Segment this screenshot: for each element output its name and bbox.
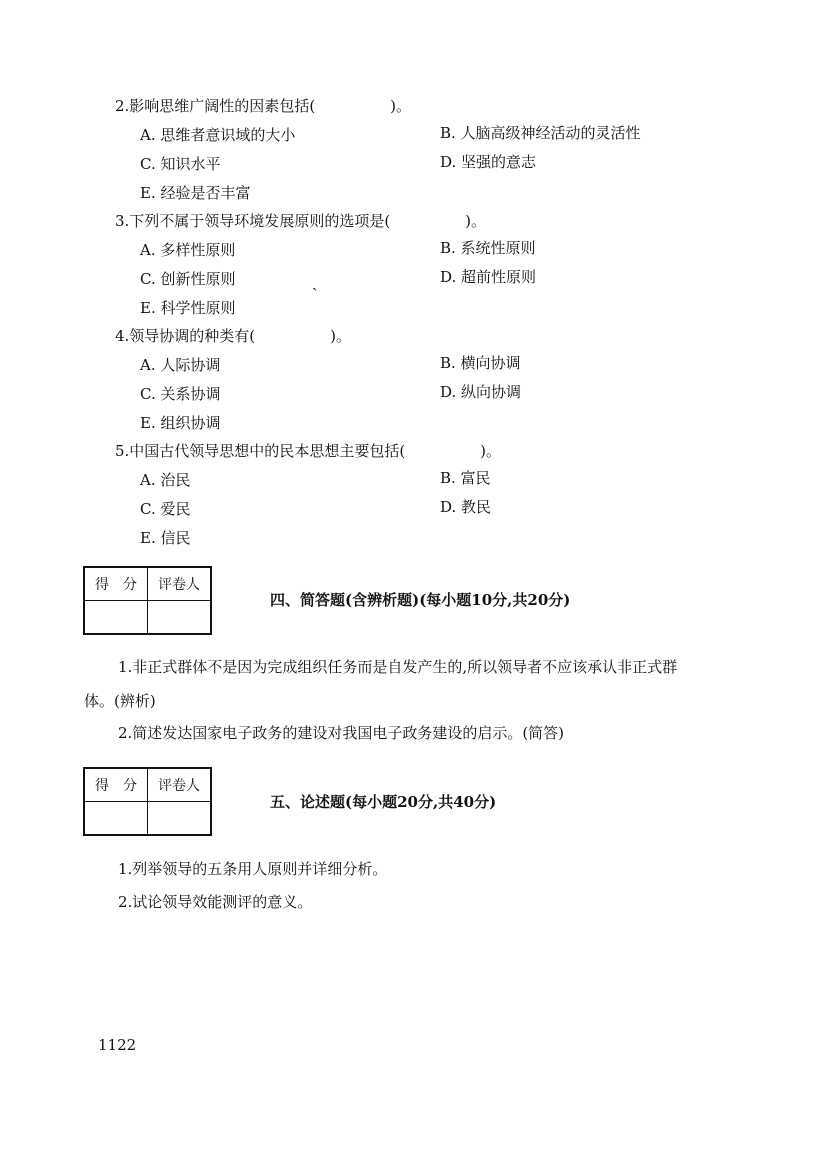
question-5-stem: 5.中国古代领导思想中的民本思想主要包括( )。 bbox=[115, 442, 502, 460]
question-3-option-b: B. 系统性原则 bbox=[440, 239, 536, 257]
question-5-option-c: C. 爱民 bbox=[140, 500, 191, 518]
score-label: 得 分 bbox=[84, 567, 148, 601]
ink-speck-icon: ˏ bbox=[312, 272, 318, 291]
page-number: 1122 bbox=[98, 1036, 137, 1054]
score-cell bbox=[84, 601, 148, 635]
question-4-option-d: D. 纵向协调 bbox=[440, 383, 522, 401]
question-3-option-c: C. 创新性原则 bbox=[140, 270, 236, 288]
question-3-option-e: E. 科学性原则 bbox=[140, 299, 236, 317]
grader-label: 评卷人 bbox=[148, 567, 212, 601]
question-4-option-c: C. 关系协调 bbox=[140, 385, 221, 403]
question-3-stem: 3.下列不属于领导环境发展原则的选项是( )。 bbox=[115, 212, 487, 230]
question-5-option-d: D. 教民 bbox=[440, 498, 492, 516]
score-box-section-5 bbox=[83, 767, 212, 836]
score-label: 得 分 bbox=[84, 768, 148, 802]
section-4-q2: 2.简述发达国家电子政务的建设对我国电子政务建设的启示。(简答) bbox=[118, 724, 565, 742]
question-4-option-b: B. 横向协调 bbox=[440, 354, 521, 372]
question-2-option-e: E. 经验是否丰富 bbox=[140, 184, 251, 202]
question-2-option-c: C. 知识水平 bbox=[140, 155, 221, 173]
score-cell bbox=[84, 802, 148, 836]
score-box-section-4 bbox=[83, 566, 212, 635]
grader-cell bbox=[148, 601, 212, 635]
question-2-option-b: B. 人脑高级神经活动的灵活性 bbox=[440, 124, 641, 142]
question-2-option-d: D. 坚强的意志 bbox=[440, 153, 537, 171]
section-5-q1: 1.列举领导的五条用人原则并详细分析。 bbox=[118, 860, 388, 878]
grader-cell bbox=[148, 802, 212, 836]
question-5-option-a: A. 治民 bbox=[140, 471, 191, 489]
question-4-option-a: A. 人际协调 bbox=[140, 356, 221, 374]
question-2-option-a: A. 思维者意识域的大小 bbox=[140, 126, 296, 144]
question-2-stem: 2.影响思维广阔性的因素包括( )。 bbox=[115, 97, 412, 115]
question-4-option-e: E. 组织协调 bbox=[140, 414, 221, 432]
question-3-option-d: D. 超前性原则 bbox=[440, 268, 537, 286]
grader-label: 评卷人 bbox=[148, 768, 212, 802]
question-4-stem: 4.领导协调的种类有( )。 bbox=[115, 327, 352, 345]
question-3-option-a: A. 多样性原则 bbox=[140, 241, 236, 259]
section-4-q1-line1: 1.非正式群体不是因为完成组织任务而是自发产生的,所以领导者不应该承认非正式群 bbox=[118, 658, 678, 676]
section-5-title: 五、论述题(每小题20分,共40分) bbox=[270, 793, 497, 811]
section-4-q1-line2: 体。(辨析) bbox=[84, 692, 156, 710]
section-5-q2: 2.试论领导效能测评的意义。 bbox=[118, 893, 313, 911]
section-4-title: 四、简答题(含辨析题)(每小题10分,共20分) bbox=[270, 591, 571, 609]
question-5-option-e: E. 信民 bbox=[140, 529, 191, 547]
question-5-option-b: B. 富民 bbox=[440, 469, 491, 487]
